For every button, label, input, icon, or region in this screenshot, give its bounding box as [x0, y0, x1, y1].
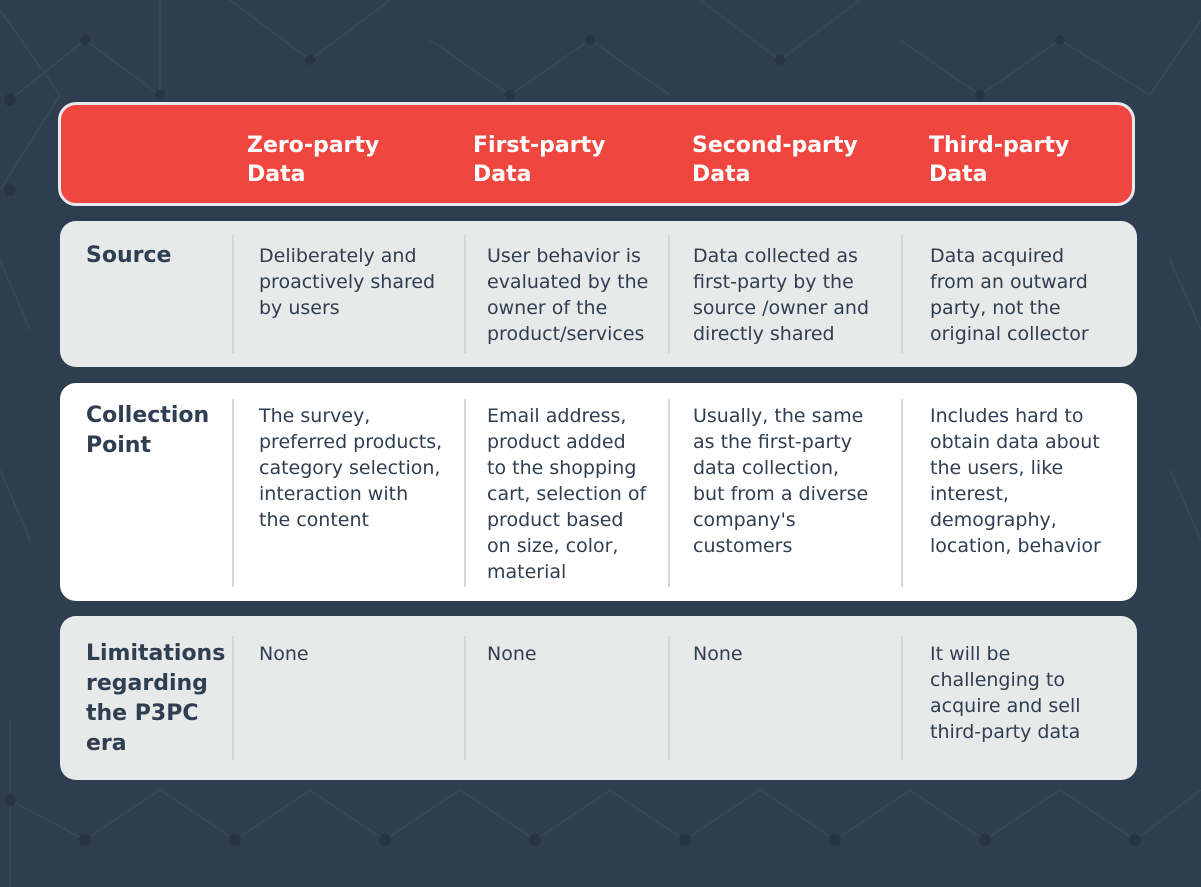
cell-limitations-second-party: None [693, 643, 743, 665]
column-header-first-party: First-party Data [473, 133, 606, 187]
row-label-collection-point: Collection Point [86, 403, 210, 458]
column-divider [232, 399, 234, 587]
table-row-limitations [60, 616, 1137, 780]
row-label-limitations: Limitations regarding the P3PC era [86, 641, 226, 756]
table-row-source [60, 221, 1137, 367]
table-header-row [58, 102, 1135, 206]
column-divider [232, 636, 234, 760]
column-divider [464, 636, 466, 760]
cell-limitations-zero-party: None [259, 643, 309, 665]
column-divider [464, 235, 466, 353]
cell-source-second-party: Data collected as first-party by the source /owner and directly shared [693, 245, 870, 345]
column-divider [901, 399, 903, 587]
cell-source-first-party: User behavior is evaluated by the owner of the product/services [487, 245, 649, 345]
cell-collection-zero-party: The survey, preferred products, category selection, interaction with the content [259, 405, 443, 531]
column-divider [901, 235, 903, 353]
cell-collection-second-party: Usually, the same as the first-party data collection, but from a diverse company's customers [693, 405, 869, 557]
cell-source-zero-party: Deliberately and proactively shared by users [259, 245, 436, 319]
column-divider [668, 235, 670, 353]
cell-source-third-party: Data acquired from an outward party, not the original collector [930, 245, 1089, 345]
cell-limitations-first-party: None [487, 643, 537, 665]
table-row-collection-point [60, 383, 1137, 601]
column-divider [901, 636, 903, 760]
column-divider [232, 235, 234, 353]
cell-collection-first-party: Email address, product added to the shopping cart, selection of product based on size, color, material [487, 405, 647, 583]
column-header-second-party: Second-party Data [692, 133, 858, 187]
column-divider [464, 399, 466, 587]
column-divider [668, 636, 670, 760]
cell-limitations-third-party: It will be challenging to acquire and sell third-party data [930, 643, 1081, 743]
column-divider [668, 399, 670, 587]
column-header-zero-party: Zero-party Data [247, 133, 380, 187]
cell-collection-third-party: Includes hard to obtain data about the users, like interest, demography, location, behavior [930, 405, 1101, 557]
row-label-source: Source [86, 243, 172, 268]
column-header-third-party: Third-party Data [929, 133, 1070, 187]
